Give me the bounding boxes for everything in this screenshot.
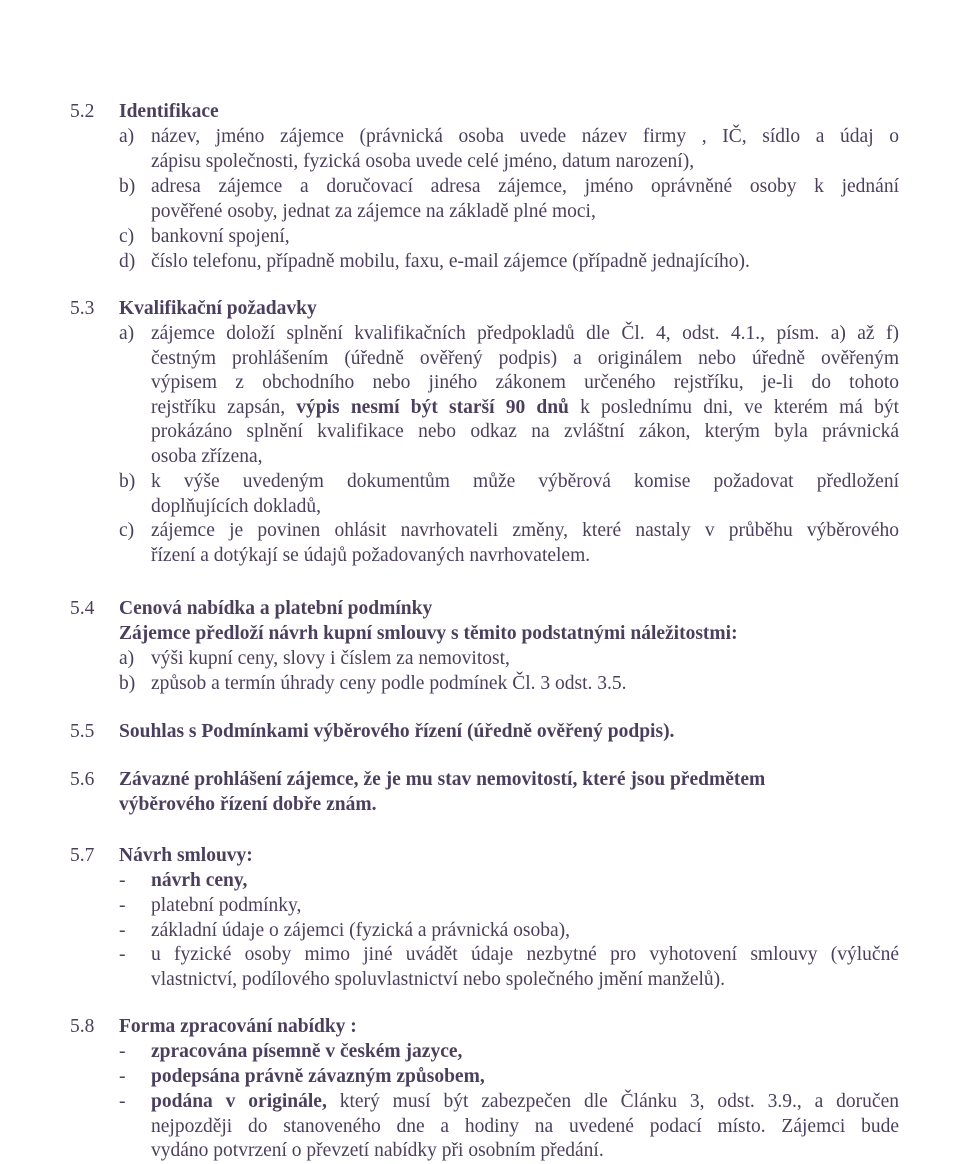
section-heading: Návrh smlouvy: [119,845,253,866]
dash-bullet: - [119,895,126,916]
list-item [119,919,899,944]
section-number: 5.8 [70,1016,95,1037]
section-number: 5.4 [70,598,95,619]
item-label: d) [119,251,136,272]
item-text-line: čestným prohlášením (úředně ověřený podpis) a originálem nebo úředně ověřeným [151,347,899,369]
section-heading: Forma zpracování nabídky : [119,1016,357,1037]
item-text-line: u fyzické osoby mimo jiné uvádět údaje nezbytné pro vyhotovení smlouvy (výlučné [151,944,899,965]
dash-bullet: - [119,944,126,965]
item-text-line: výpisem z obchodního nebo jiného zákonem určeného rejstříku, je-li do tohoto [151,372,899,394]
emphasis-text: podána v originále, [151,1091,327,1112]
item-label: b) [119,176,136,197]
item-label: a) [119,648,135,669]
section-subheading: Zájemce předloží návrh kupní smlouvy s těmito podstatnými náležitostmi: [119,623,738,644]
item-text-line: název, jméno zájemce (právnická osoba uvede název firmy , IČ, sídlo a údaj o [151,126,899,147]
item-text-line [151,1090,899,1115]
section-number: 5.7 [70,845,95,866]
item-text-line: podepsána právně závazným způsobem, [151,1066,485,1087]
list-item [119,1065,899,1090]
list-item [119,894,899,919]
item-label: c) [119,520,135,541]
item-text-segment: rejstříku zapsán, [151,396,286,418]
list-item-b [119,672,899,697]
section-heading-continued: výběrového řízení dobře znám. [119,794,377,815]
item-text-segment: který musí být zabezpečen dle Článku 3, odst. 3.9., a doručen [339,1091,899,1112]
list-item-c [119,225,899,250]
list-item-c [119,519,899,568]
item-text-line: osoba zřízena, [151,445,263,467]
item-text-line: zápisu společnosti, fyzická osoba uvede celé jméno, datum narození), [151,150,695,172]
list-item-b [119,175,899,224]
item-label: b) [119,673,136,694]
item-text-line: vlastnictví, podílového spoluvlastnictví nebo společného jmění manželů). [151,968,726,990]
list-item [119,943,899,992]
item-text-line: doplňujících dokladů, [151,495,322,517]
list-item [119,1090,899,1164]
item-text-line: způsob a termín úhrady ceny podle podmínek Čl. 3 odst. 3.5. [151,673,627,694]
item-text-line: výši kupní ceny, slovy i číslem za nemovitost, [151,648,510,669]
item-text-segment: k poslednímu dni, ve kterém má být [580,396,900,418]
list-item [119,1040,899,1065]
item-text-line: zájemce je povinen ohlásit navrhovateli změny, které nastaly v průběhu výběrového [151,520,899,541]
item-label: a) [119,323,135,344]
item-text-line [151,396,899,421]
item-label: a) [119,126,135,147]
section-heading: Identifikace [119,101,219,122]
item-text-line: k výše uvedeným dokumentům může výběrová komise požadovat předložení [151,471,899,492]
item-text-line: návrh ceny, [151,870,248,891]
dash-bullet: - [119,1066,126,1087]
item-text-line: pověřené osoby, jednat za zájemce na základě plné moci, [151,200,596,222]
section-number: 5.5 [70,721,95,742]
list-item-a [119,322,899,470]
item-text-line: řízení a dotýkají se údajů požadovaných navrhovatelem. [151,544,591,566]
section-number: 5.6 [70,769,95,790]
item-text-line: vydáno potvrzení o převzetí nabídky při osobním předání. [151,1140,604,1162]
item-text-line: zájemce doloží splnění kvalifikačních předpokladů dle Čl. 4, odst. 4.1., písm. a) až f) [151,323,899,344]
dash-bullet: - [119,1041,126,1062]
list-item-d [119,250,899,275]
item-text-line: zpracována písemně v českém jazyce, [151,1041,463,1062]
item-text-line: nejpozději do stanoveného dne a hodiny na uvedené podací místo. Zájemci bude [151,1115,899,1137]
emphasis-text: výpis nesmí být starší 90 dnů [296,396,569,418]
item-text-line: prokázáno splnění kvalifikace nebo odkaz na zvláštní zákon, kterým byla právnická [151,421,899,443]
dash-bullet: - [119,920,126,941]
dash-bullet: - [119,870,126,891]
section-number: 5.2 [70,101,95,122]
item-text-line: bankovní spojení, [151,226,290,247]
item-text-line: platební podmínky, [151,895,302,916]
item-label: b) [119,471,136,492]
section-heading: Závazné prohlášení zájemce, že je mu stav nemovitostí, které jsou předmětem [119,769,766,790]
section-heading: Souhlas s Podmínkami výběrového řízení (úředně ověřený podpis). [119,721,675,742]
list-item-a [119,125,899,174]
item-text-line: základní údaje o zájemci (fyzická a právnická osoba), [151,920,571,941]
item-label: c) [119,226,135,247]
section-heading: Kvalifikační požadavky [119,298,317,319]
dash-bullet: - [119,1091,126,1112]
list-item-b [119,470,899,519]
item-text-line: číslo telefonu, případně mobilu, faxu, e-mail zájemce (případně jednajícího). [151,251,750,272]
section-heading: Cenová nabídka a platební podmínky [119,598,433,619]
list-item [119,869,899,894]
list-item-a [119,647,899,672]
section-number: 5.3 [70,298,95,319]
item-text-line: adresa zájemce a doručovací adresa zájemce, jméno oprávněné osoby k jednání [151,176,899,197]
